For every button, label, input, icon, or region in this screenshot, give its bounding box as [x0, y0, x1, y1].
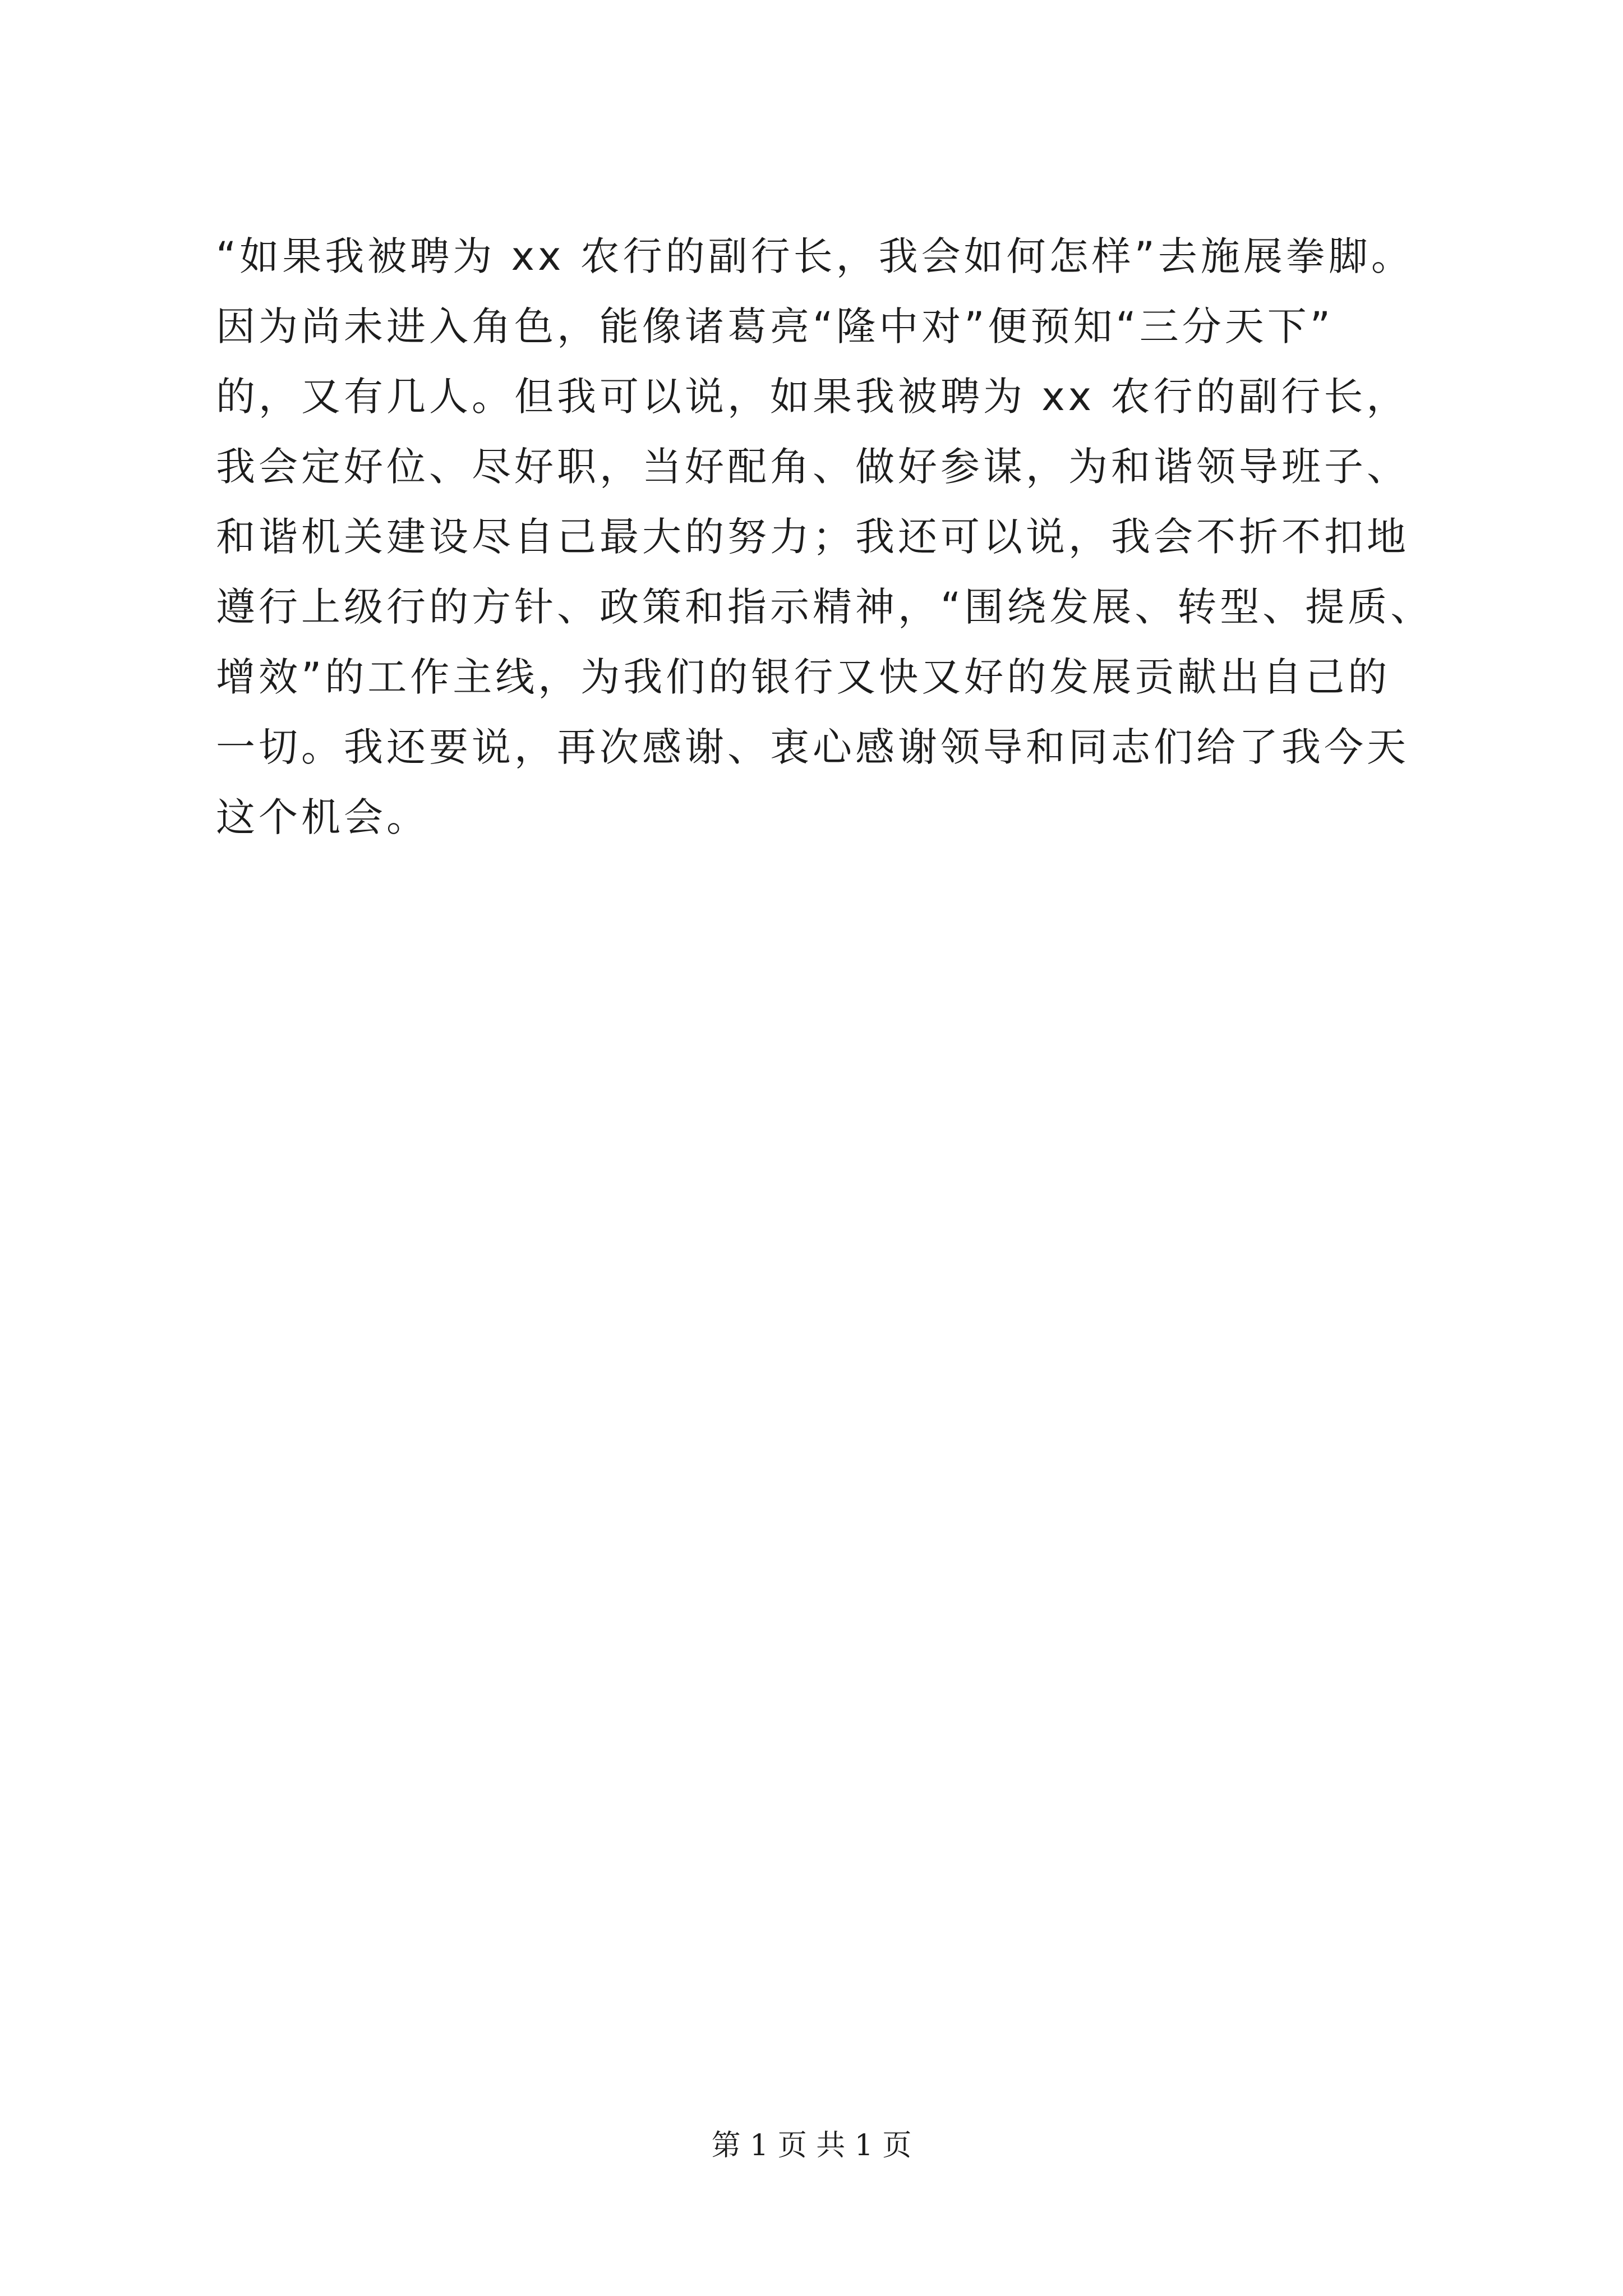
- paragraph-line: 因为尚未进入角色，能像诸葛亮“隆中对”便预知“三分天下”: [216, 303, 1334, 349]
- paragraph-line: 的，又有几人。但我可以说，如果我被聘为 xx 农行的副行长，: [216, 374, 1409, 420]
- paragraph-line: “如果我被聘为 xx 农行的副行长，我会如何怎样”去施展拳脚。: [216, 233, 1414, 279]
- paragraph-line: 一切。我还要说，再次感谢、衷心感谢领导和同志们给了我今天: [216, 724, 1409, 770]
- paragraph-line: 这个机会。: [216, 794, 429, 840]
- paragraph-line: 遵行上级行的方针、政策和指示精神，“围绕发展、转型、提质、: [216, 584, 1433, 630]
- paragraph-line: 增效”的工作主线，为我们的银行又快又好的发展贡献出自己的: [216, 654, 1391, 700]
- page-number-footer: 第 1 页 共 1 页: [711, 2129, 912, 2162]
- body-paragraph: [216, 222, 1450, 853]
- paragraph-line: 我会定好位、尽好职，当好配角、做好参谋，为和谐领导班子、: [216, 444, 1409, 490]
- paragraph-line: 和谐机关建设尽自己最大的努力；我还可以说，我会不折不扣地: [216, 514, 1409, 560]
